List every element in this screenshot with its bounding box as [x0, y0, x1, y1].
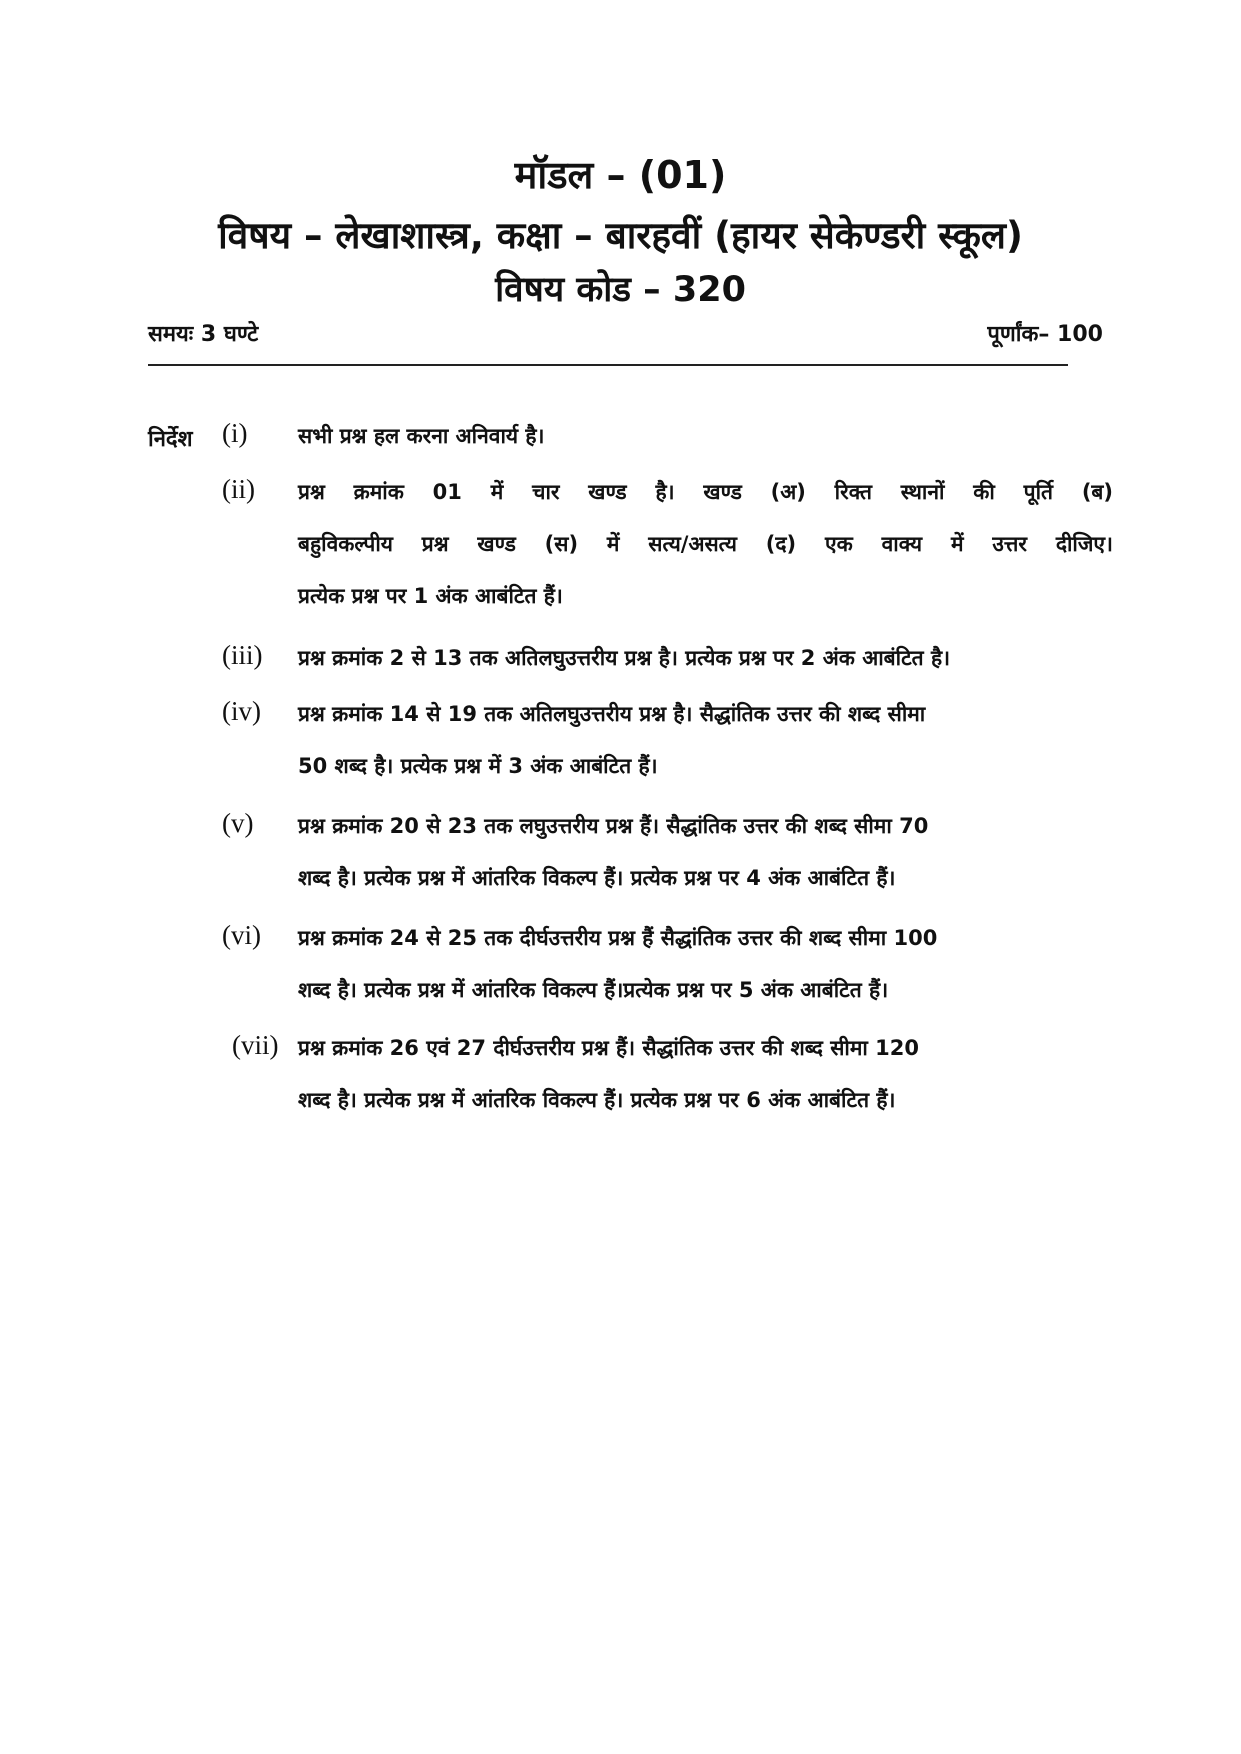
instruction-number: (ii)	[222, 474, 255, 504]
instruction-number: (iii)	[222, 640, 263, 670]
instructions-label: निर्देश	[148, 427, 193, 452]
max-marks: पूर्णांक– 100	[987, 322, 1103, 347]
instruction-line: प्रश्न क्रमांक 24 से 25 तक दीर्घउत्तरीय प्रश्न हैं सैद्धांतिक उत्तर की शब्द सीमा 100	[298, 926, 938, 950]
instruction-line: शब्द है। प्रत्येक प्रश्न में आंतरिक विकल्प हैं। प्रत्येक प्रश्न पर 6 अंक आबंटित हैं।	[298, 1088, 896, 1112]
instruction-line: प्रश्न क्रमांक 2 से 13 तक अतिलघुउत्तरीय प्रश्न है। प्रत्येक प्रश्न पर 2 अंक आबंटित है।	[298, 646, 951, 670]
instruction-line: प्रश्न क्रमांक 26 एवं 27 दीर्घउत्तरीय प्रश्न हैं। सैद्धांतिक उत्तर की शब्द सीमा 120	[298, 1036, 919, 1060]
instruction-number: (v)	[222, 808, 254, 838]
instruction-line: प्रश्न क्रमांक 01 में चार खण्ड है। खण्ड (अ) रिक्त स्थानों की पूर्ति (ब)	[298, 480, 1113, 504]
instruction-line: सभी प्रश्न हल करना अनिवार्य है।	[298, 424, 545, 448]
instruction-line: प्रत्येक प्रश्न पर 1 अंक आबंटित हैं।	[298, 584, 563, 608]
instruction-number: (i)	[222, 418, 248, 448]
instruction-line: शब्द है। प्रत्येक प्रश्न में आंतरिक विकल्प हैं। प्रत्येक प्रश्न पर 4 अंक आबंटित हैं।	[298, 866, 896, 890]
instruction-number: (iv)	[222, 696, 261, 726]
instruction-number: (vi)	[222, 920, 261, 950]
header-divider	[148, 364, 1068, 366]
model-title: मॉडल – (01)	[514, 153, 727, 197]
subject-title: विषय – लेखाशास्त्र, कक्षा – बारहवीं (हायर सेकेण्डरी स्कूल)	[218, 214, 1023, 257]
subject-code: विषय कोड – 320	[495, 270, 746, 310]
instruction-line: शब्द है। प्रत्येक प्रश्न में आंतरिक विकल्प हैं।प्रत्येक प्रश्न पर 5 अंक आबंटित हैं।	[298, 978, 889, 1002]
instruction-number: (vii)	[232, 1030, 279, 1060]
instruction-line: 50 शब्द है। प्रत्येक प्रश्न में 3 अंक आबंटित हैं।	[298, 754, 658, 778]
instruction-line: प्रश्न क्रमांक 14 से 19 तक अतिलघुउत्तरीय प्रश्न है। सैद्धांतिक उत्तर की शब्द सीमा	[298, 702, 926, 726]
instruction-line: प्रश्न क्रमांक 20 से 23 तक लघुउत्तरीय प्रश्न हैं। सैद्धांतिक उत्तर की शब्द सीमा 70	[298, 814, 929, 838]
instruction-line: बहुविकल्पीय प्रश्न खण्ड (स) में सत्य/असत्य (द) एक वाक्य में उत्तर दीजिए।	[298, 532, 1113, 556]
time-allowed: समयः 3 घण्टे	[148, 322, 259, 347]
